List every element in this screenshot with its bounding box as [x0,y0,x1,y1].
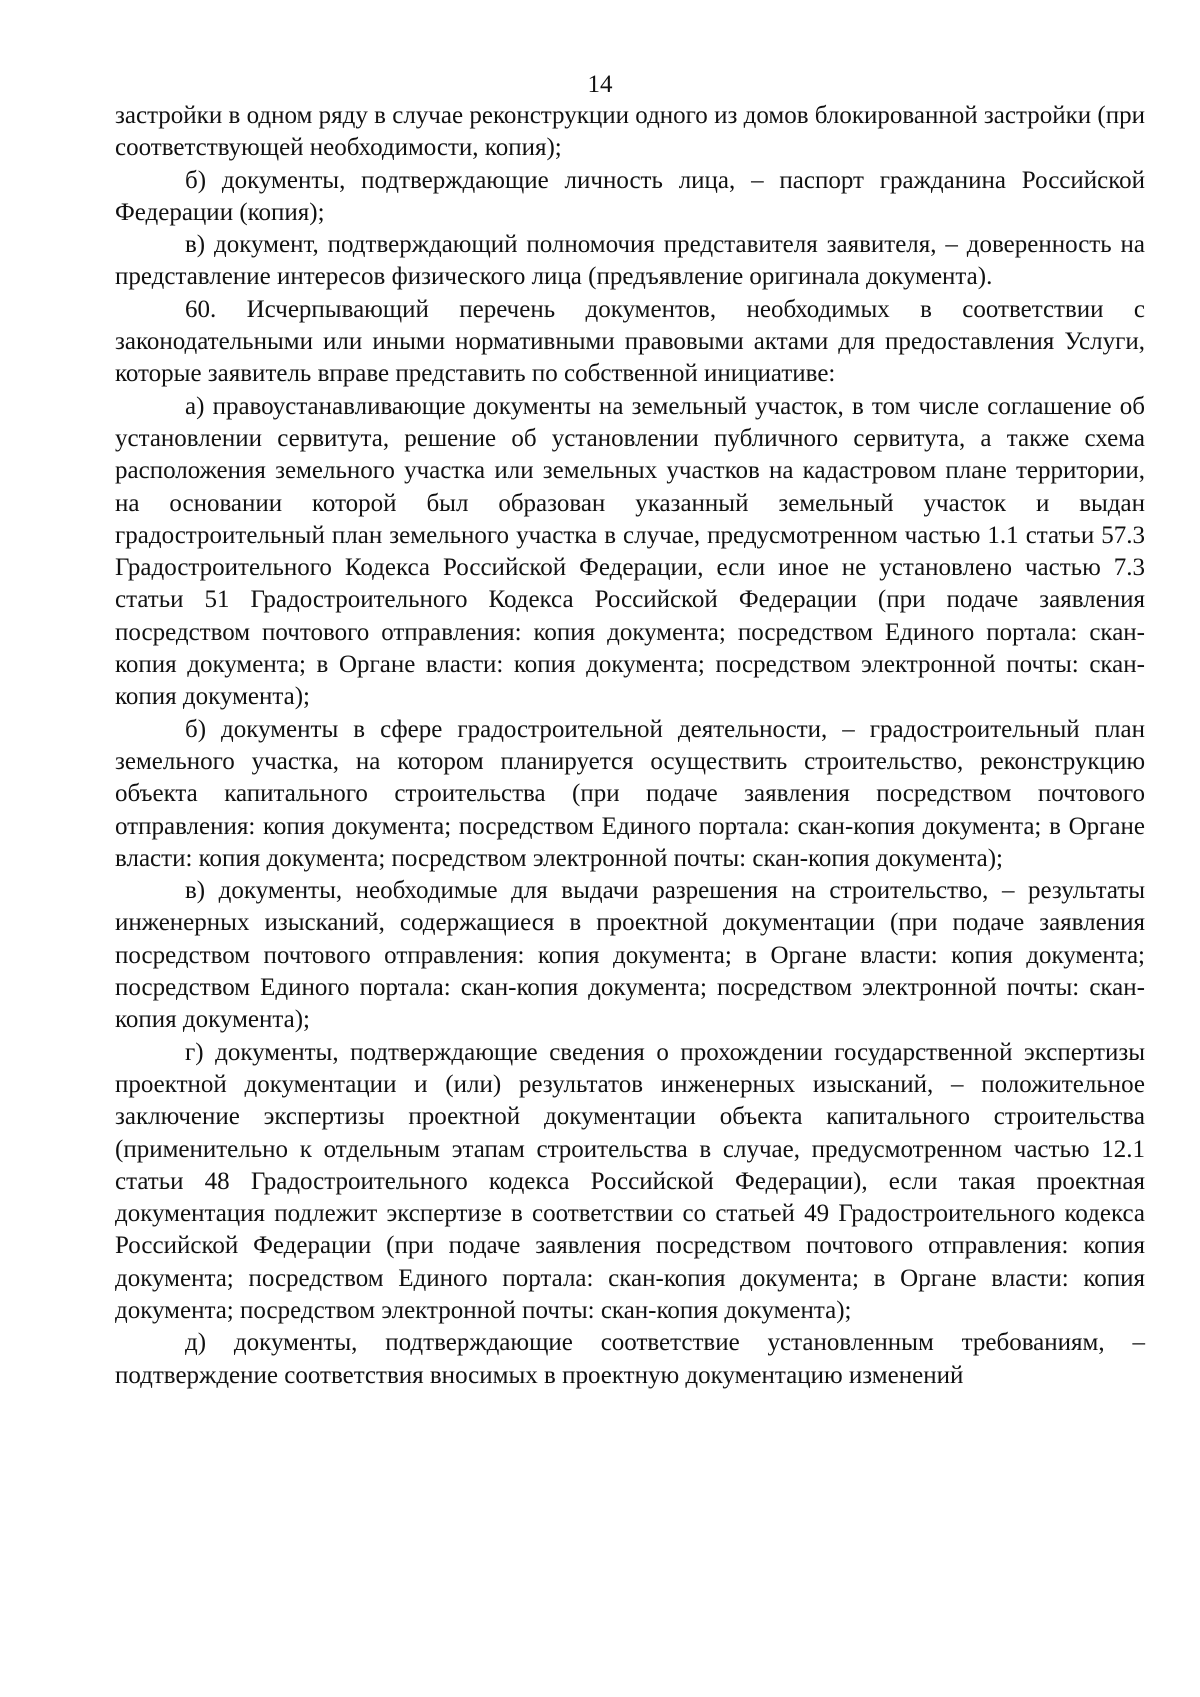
paragraph-item-b-identity: б) документы, подтверждающие личность лица, – паспорт гражданина Российской Федерации (копия); [115,166,1145,226]
paragraph-section-60: 60. Исчерпывающий перечень документов, необходимых в соответствии с законодательными или иными нормативными правовыми актами для предоставления Услуги, которые заявитель вправе представить по собственной инициативе: [115,295,1145,388]
paragraph-continuation: застройки в одном ряду в случае реконструкции одного из домов блокированной застройки (при соответствующей необходимости, копия); [115,102,1145,162]
page-number: 14 [587,71,613,98]
paragraph-item-v-authority: в) документ, подтверждающий полномочия представителя заявителя, – доверенность на представление интересов физического лица (предъявление оригинала документа). [115,231,1145,291]
paragraph-item-d-compliance: д) документы, подтверждающие соответствие установленным требованиям, – подтверждение соответствия вносимых в проектную документацию изменений [115,1329,1145,1389]
paragraph-item-g-expertise: г) документы, подтверждающие сведения о прохождении государственной экспертизы проектной документации и (или) результатов инженерных изысканий, – положительное заключение экспертизы проектной документации объекта капитального строительства (применительно к отдельным этапам строительства в случае, предусмотренном частью 12.1 статьи 48 Градостроительного кодекса Российской Федерации), если такая проектная документация подлежит экспертизе в соответствии со статьей 49 Градостроительного кодекса Российской Федерации (при подаче заявления посредством почтового отправления: копия документа; посредством Единого портала: скан-копия документа; в Органе власти: копия документа; посредством электронной почты: скан-копия документа); [115,1038,1145,1324]
document-body [115,100,1145,1392]
paragraph-item-v-engineering-surveys: в) документы, необходимые для выдачи разрешения на строительство, – результаты инженерных изысканий, содержащиеся в проектной документации (при подаче заявления посредством почтового отправления: копия документа; в Органе власти: копия документа; посредством Единого портала: скан-копия документа; посредством электронной почты: скан-копия документа); [115,877,1145,1034]
paragraph-item-b-urban-planning: б) документы в сфере градостроительной деятельности, – градостроительный план земельного участка, на котором планируется осуществить строительство, реконструкцию объекта капитального строительства (при подаче заявления посредством почтового отправления: копия документа; посредством Единого портала: скан-копия документа; в Органе власти: копия документа; посредством электронной почты: скан-копия документа); [115,715,1145,872]
paragraph-item-a-land-documents: а) правоустанавливающие документы на земельный участок, в том числе соглашение об установлении сервитута, решение об установлении публичного сервитута, а также схема расположения земельного участка или земельных участков на кадастровом плане территории, на основании которой был образован указанный земельный участок и выдан градостроительный план земельного участка в случае, предусмотренном частью 1.1 статьи 57.3 Градостроительного Кодекса Российской Федерации, если иное не установлено частью 7.3 статьи 51 Градостроительного Кодекса Российской Федерации (при подаче заявления посредством почтового отправления: копия документа; посредством Единого портала: скан-копия документа; в Органе власти: копия документа; посредством электронной почты: скан-копия документа); [115,392,1145,711]
